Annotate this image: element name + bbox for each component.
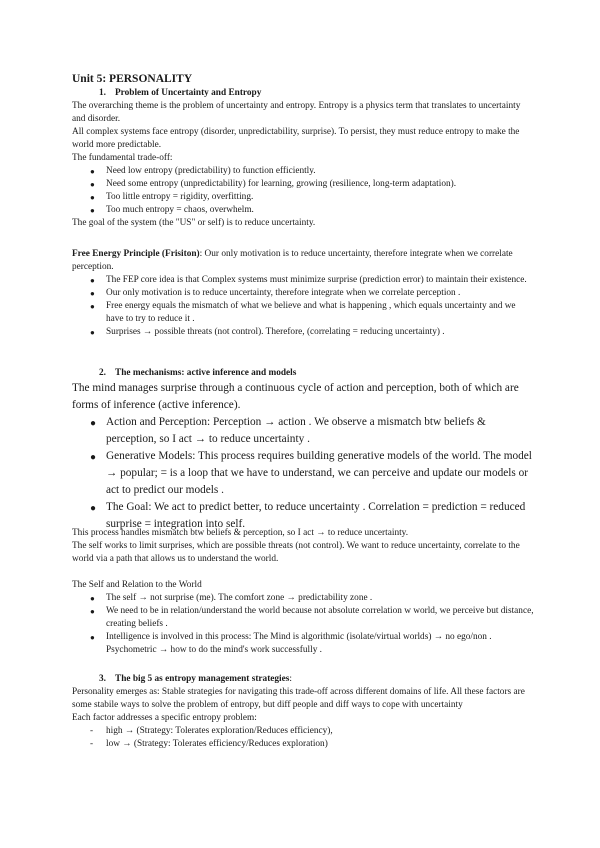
section-3-title-colon: : [289,674,292,684]
section-3-heading [72,673,534,686]
section-2-number: 2. [99,368,106,378]
section-3-body [72,686,534,751]
list-item: ● The Goal: We act to predict better, to reduce uncertainty . Correlation = prediction = reduced surprise = integration into self. [72,499,534,533]
list-item: ● Action and Perception: Perception → action . We observe a mismatch btw beliefs & perception, so I act → to reduce uncertainty . [72,414,534,448]
section-1-title: Problem of Uncertainty and Entropy [115,88,262,98]
fep-block [72,248,534,339]
section-3-number: 3. [99,674,106,684]
list-item: ● Generative Models: This process requires building generative models of the world. The model → popular; = is a loop that we have to understand, we can perceive and update our models or act to predict our models . [72,448,534,499]
list-item: ● We need to be in relation/understand the world because not absolute correlation w world, we perceive but distance, creating beliefs . [72,605,534,631]
section-2-intro: The mind manages surprise through a continuous cycle of action and perception, both of which are forms of inference (active inference). [72,382,519,411]
paragraph: Each factor addresses a specific entropy problem: [72,713,257,723]
self-relation-block [72,579,534,657]
bullet-list [72,165,534,217]
bullet-list [72,274,534,339]
list-item: ● Need some entropy (unpredictability) for learning, growing (resilience, long-term adaptation). [72,178,534,191]
section-3-title: The big 5 as entropy management strategies [115,674,290,684]
paragraph: The fundamental trade-off: [72,153,173,163]
section-1-number: 1. [99,88,106,98]
section-1-heading [72,87,534,100]
section-2-body [72,527,534,566]
section-1-body [72,100,534,230]
list-item: ● Intelligence is involved in this process: The Mind is algorithmic (isolate/virtual worlds) → no ego/non . Psychometric → how to do the mind's work successfully . [72,631,534,657]
list-item: ● Too little entropy = rigidity, overfitting. [72,191,534,204]
list-item: ● Our only motivation is to reduce uncertainty, therefore integrate when we correlate perception . [72,287,534,300]
section-2-title: The mechanisms: active inference and models [115,368,297,378]
paragraph: Personality emerges as: Stable strategies for navigating this trade-off across different domains of life. All these factors are some stabile ways to solve the problem of entropy, but diff people and diff ways to cope with uncertainty [72,687,525,710]
paragraph: The Self and Relation to the World [72,580,202,590]
paragraph: The self works to limit surprises, which are possible threats (not control). We want to reduce uncertainty, correlate to the world via a path that allows us to understand the world. [72,541,520,564]
list-item: ● Surprises → possible threats (not control). Therefore, (correlating = reducing uncertainty) . [72,326,534,339]
list-item: - high → (Strategy: Tolerates exploration/Reduces efficiency), [72,725,534,738]
list-item: - low → (Strategy: Tolerates efficiency/Reduces exploration) [72,738,534,751]
paragraph: The overarching theme is the problem of uncertainty and entropy. Entropy is a physics term that translates to uncertainty and disorder. [72,101,521,124]
paragraph: The goal of the system (the "US" or self) is to reduce uncertainty. [72,218,316,228]
page-title: Unit 5: PERSONALITY [72,73,193,85]
fep-definition: : Our only motivation is to reduce uncertainty, therefore integrate when we correlate perception. [72,249,513,272]
section-2-heading [72,367,534,380]
bullet-list [72,592,534,657]
list-item: ● The FEP core idea is that Complex systems must minimize surprise (prediction error) to maintain their existence. [72,274,534,287]
section-2-intro-block [72,380,534,533]
dash-list [72,725,534,751]
list-item: ● Too much entropy = chaos, overwhelm. [72,204,534,217]
fep-term: Free Energy Principle (Frisiton) [72,249,200,259]
paragraph: This process handles mismatch btw beliefs & perception, so I act → to reduce uncertainty. [72,528,409,538]
list-item: ● Need low entropy (predictability) to function efficiently. [72,165,534,178]
list-item: ● The self → not surprise (me). The comfort zone → predictability zone . [72,592,534,605]
paragraph [72,248,534,274]
bullet-list [72,414,534,533]
paragraph: All complex systems face entropy (disorder, unpredictability, surprise). To persist, they must reduce entropy to make the world more predictable. [72,127,520,150]
list-item: ● Free energy equals the mismatch of what we believe and what is happening , which equals uncertainty and we have to try to reduce it . [72,300,534,326]
